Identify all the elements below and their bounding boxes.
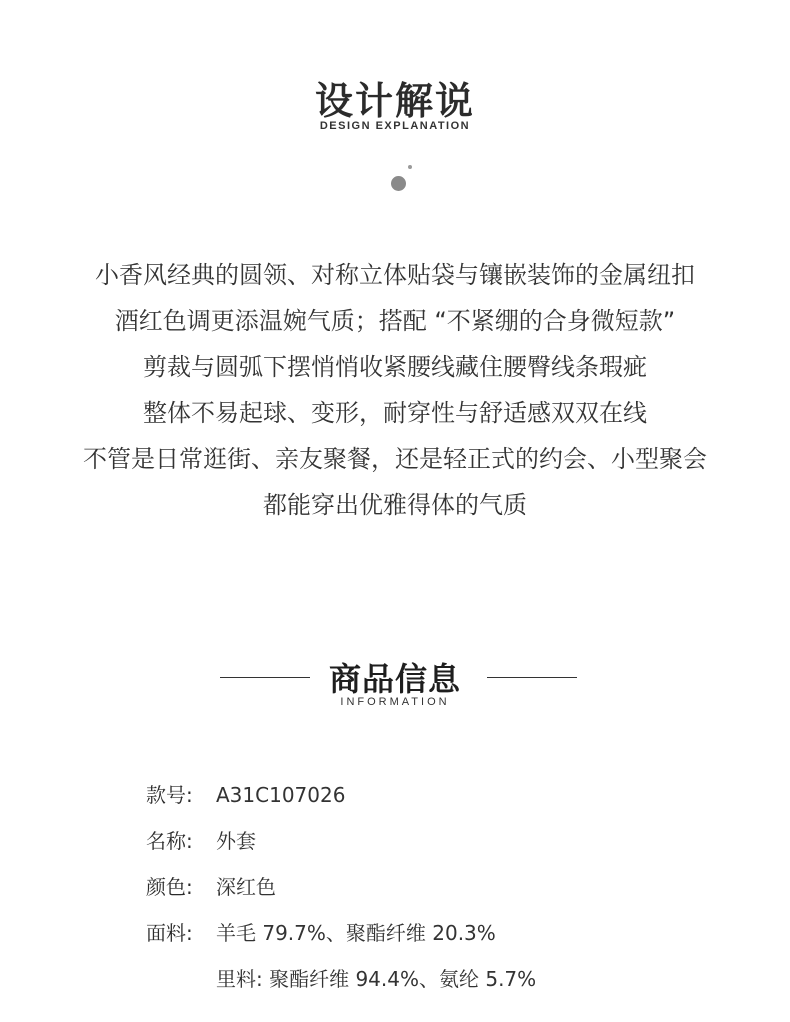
- description-line: 小香风经典的圆领、对称立体贴袋与镶嵌装饰的金属纽扣: [95, 261, 695, 289]
- decorative-dot-small: [408, 165, 412, 169]
- description-line: 不管是日常逛街、亲友聚餐，还是轻正式的约会、小型聚会: [83, 445, 707, 473]
- description-line: 整体不易起球、变形，耐穿性与舒适感双双在线: [143, 399, 647, 427]
- description-line: 都能穿出优雅得体的气质: [263, 491, 527, 519]
- description-line: 剪裁与圆弧下摆悄悄收紧腰线藏住腰臀线条瑕疵: [143, 353, 647, 381]
- description-line: 酒红色调更添温婉气质；搭配 “不紧绷的合身微短款”: [114, 307, 676, 335]
- spec-value: 外套: [216, 829, 256, 853]
- info-title: 商品信息: [328, 660, 461, 698]
- spec-label: 款号:: [146, 783, 193, 807]
- spec-label: 面料:: [146, 921, 193, 945]
- design-description: [0, 252, 790, 528]
- spec-value: 深红色: [216, 875, 276, 899]
- divider-right: [487, 677, 577, 678]
- spec-value: 里料: 聚酯纤维 94.4%、氨纶 5.7%: [216, 967, 537, 991]
- spec-label: 颜色:: [146, 875, 193, 899]
- design-subtitle: DESIGN EXPLANATION: [319, 120, 471, 132]
- decorative-dot-large: [391, 176, 406, 191]
- spec-value: A31C107026: [216, 783, 346, 807]
- design-title: 设计解说: [314, 79, 475, 123]
- info-subtitle: INFORMATION: [340, 696, 450, 708]
- spec-label: 名称:: [146, 829, 193, 853]
- spec-value: 羊毛 79.7%、聚酯纤维 20.3%: [216, 921, 496, 945]
